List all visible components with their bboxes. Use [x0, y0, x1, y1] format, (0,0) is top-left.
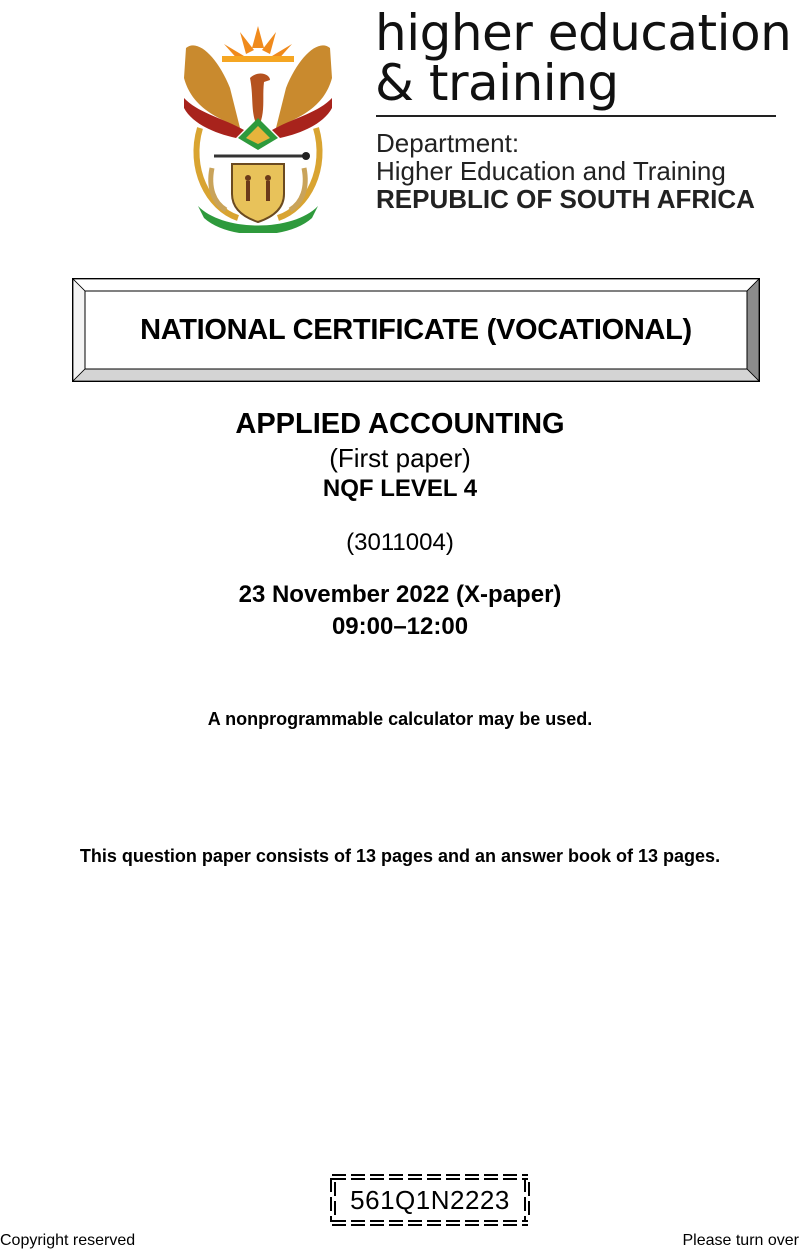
brand-title-line2: & training	[375, 54, 619, 112]
paper-number: (First paper)	[329, 443, 471, 473]
department-label: Department:	[376, 128, 520, 158]
paper-code: 561Q1N2223	[350, 1184, 510, 1215]
calculator-instruction: A nonprogrammable calculator may be used.	[207, 709, 593, 729]
brand-title-line1: higher education	[375, 4, 792, 62]
subject-code: (3011004)	[346, 529, 454, 556]
exam-time: 09:00–12:00	[331, 613, 469, 640]
department-name: Higher Education and Training	[376, 156, 726, 186]
footer-turn-over: Please turn over	[682, 1232, 799, 1249]
subject-title: APPLIED ACCOUNTING	[235, 408, 565, 440]
brand-divider	[376, 115, 776, 117]
footer-copyright: Copyright reserved	[0, 1232, 136, 1249]
nqf-level: NQF LEVEL 4	[322, 475, 478, 502]
page-count-instruction: This question paper consists of 13 pages and an answer book of 13 pages.	[79, 846, 721, 866]
country-name: REPUBLIC OF SOUTH AFRICA	[376, 184, 755, 214]
coat-of-arms-icon	[178, 18, 338, 233]
certificate-title: NATIONAL CERTIFICATE (VOCATIONAL)	[140, 313, 692, 346]
exam-date: 23 November 2022 (X-paper)	[238, 581, 562, 608]
